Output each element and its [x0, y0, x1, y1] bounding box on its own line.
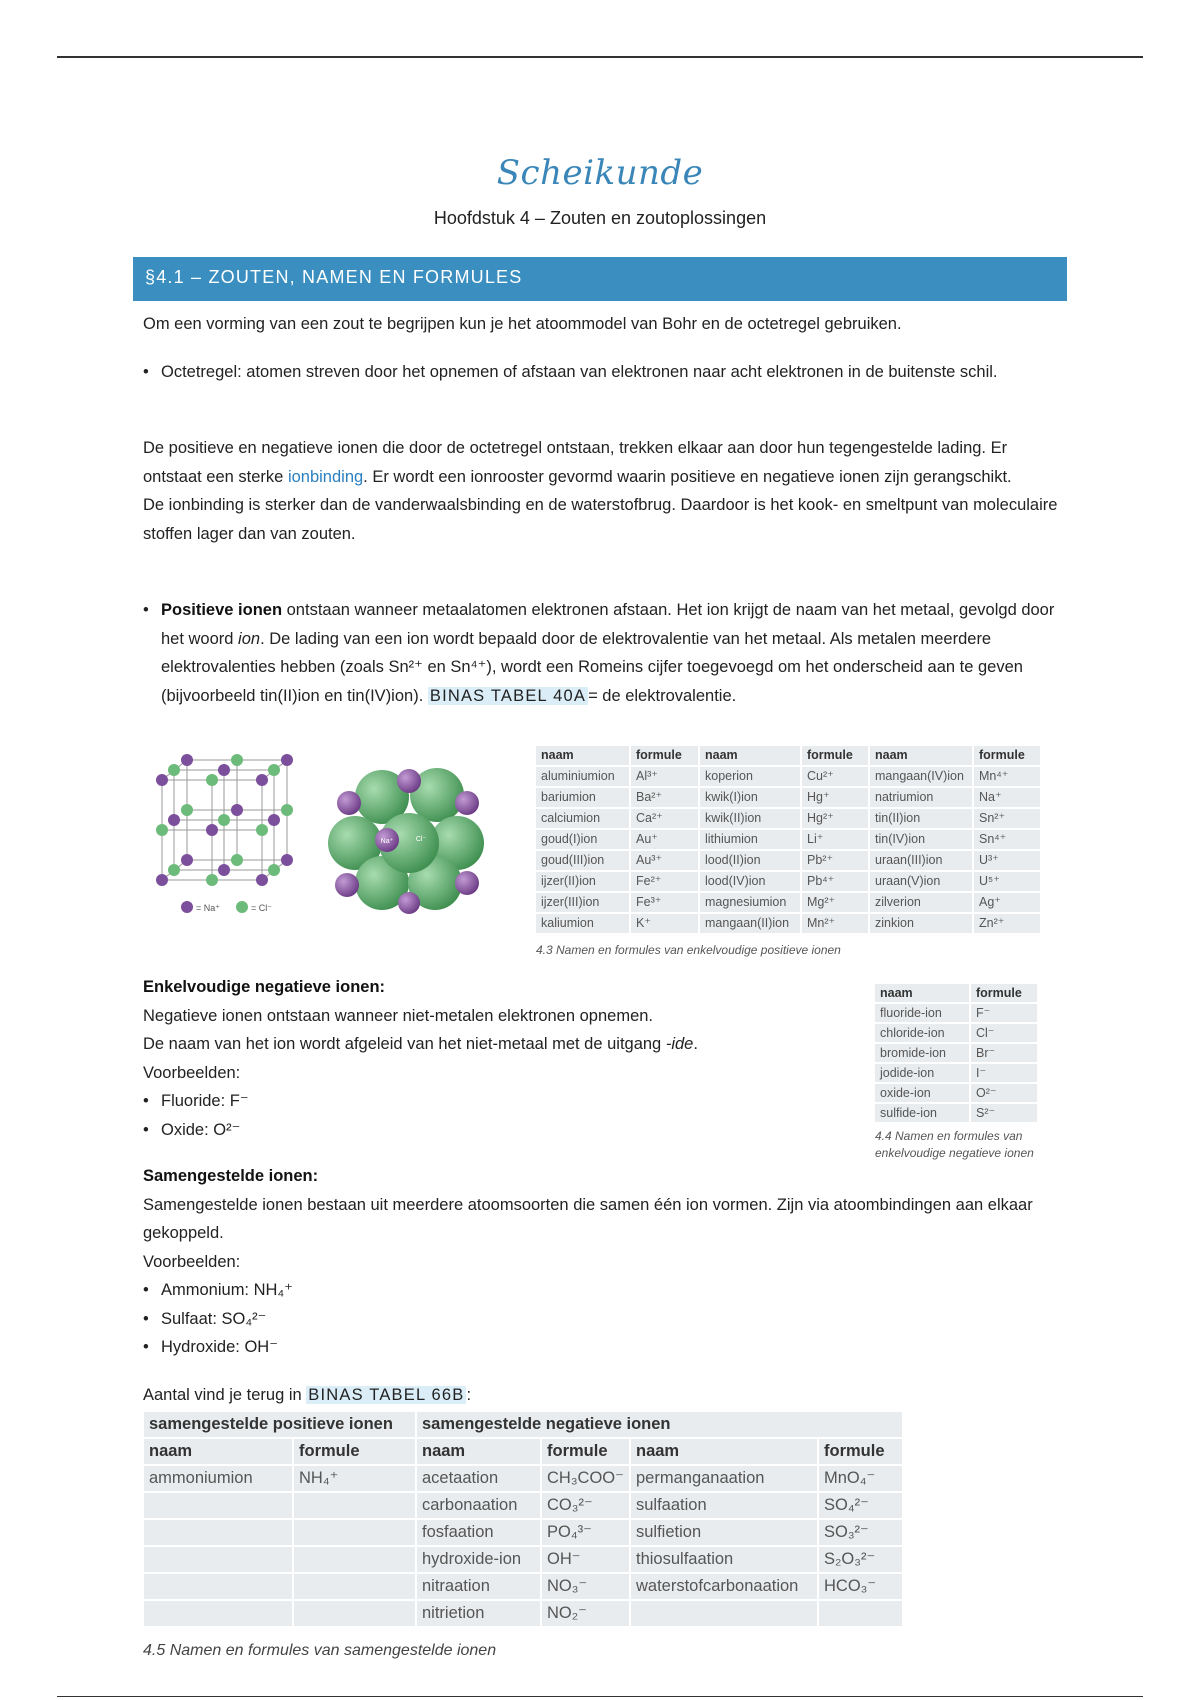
- ion-name-cell: chloride-ion: [875, 1024, 969, 1042]
- ion-name-cell: uraan(III)ion: [870, 851, 972, 870]
- negative-ions-table: [873, 982, 1039, 1124]
- ionic-line-2: De ionbinding is sterker dan de vanderwaalsbinding en de waterstofbrug. Daardoor is het kook- en smeltpunt van moleculaire stoffen lager dan van zouten.: [143, 496, 1058, 543]
- ion-name-cell: thiosulfaation: [631, 1547, 817, 1572]
- ion-formula-cell: K⁺: [631, 914, 698, 933]
- ion-name-cell: kwik(II)ion: [700, 809, 800, 828]
- ion-formula-cell: Al³⁺: [631, 767, 698, 786]
- sam-header-formule-3: formule: [819, 1439, 902, 1464]
- ion-formula-cell: Fe²⁺: [631, 872, 698, 891]
- top-rule: [57, 56, 1143, 58]
- ion-name-cell: ammoniumion: [144, 1466, 292, 1491]
- table-row: [875, 1004, 1037, 1022]
- table-row: [144, 1466, 902, 1491]
- aantal-colon: :: [466, 1386, 472, 1404]
- example-fluoride: • Fluoride: F⁻: [143, 1087, 1063, 1116]
- ion-formula-cell: Au⁺: [631, 830, 698, 849]
- group-positive: samengestelde positieve ionen: [144, 1412, 415, 1437]
- positive-ions-bold: Positieve ionen: [161, 601, 283, 619]
- ion-name-cell: oxide-ion: [875, 1084, 969, 1102]
- positive-table-caption: 4.3 Namen en formules van enkelvoudige positieve ionen: [536, 943, 841, 957]
- ionbinding-link[interactable]: ionbinding: [287, 467, 364, 486]
- table-row: [536, 830, 1040, 849]
- ion-formula-cell: Mn⁴⁺: [974, 767, 1040, 786]
- ion-name-cell: waterstofcarbonaation: [631, 1574, 817, 1599]
- ion-formula-cell: Ba²⁺: [631, 788, 698, 807]
- na-legend-label: = Na⁺: [196, 903, 221, 913]
- table-row: [144, 1493, 902, 1518]
- ion-name-cell: kwik(I)ion: [700, 788, 800, 807]
- ion-formula-cell: Hg²⁺: [802, 809, 868, 828]
- positive-part-3: = de elektrovalentie.: [588, 686, 737, 705]
- ion-formula-cell: S²⁻: [971, 1104, 1037, 1122]
- ion-formula-cell: O²⁻: [971, 1084, 1037, 1102]
- composite-examples-label: Voorbeelden:: [143, 1252, 241, 1271]
- ion-formula-cell: [294, 1547, 415, 1572]
- binas-40a-highlight: BINAS TABEL 40A: [429, 686, 587, 705]
- table-row: [536, 851, 1040, 870]
- composite-table-caption: 4.5 Namen en formules van samengestelde ionen: [143, 1642, 497, 1659]
- sphere-model-figure: [327, 765, 485, 915]
- pos-header-formule-3: formule: [974, 746, 1040, 765]
- ion-formula-cell: Mn²⁺: [802, 914, 868, 933]
- positive-italic: ion: [238, 629, 261, 648]
- ion-formula-cell: Pb²⁺: [802, 851, 868, 870]
- ion-formula-cell: Sn²⁺: [974, 809, 1040, 828]
- na-legend-dot: [181, 901, 193, 913]
- ion-formula-cell: [294, 1493, 415, 1518]
- ion-formula-cell: Li⁺: [802, 830, 868, 849]
- example-hydroxide: • Hydroxide: OH⁻: [143, 1333, 1063, 1362]
- ion-formula-cell: [294, 1601, 415, 1626]
- ion-formula-cell: Fe³⁺: [631, 893, 698, 912]
- ion-formula-cell: NO₃⁻: [542, 1574, 629, 1599]
- negative-heading: Enkelvoudige negatieve ionen:: [143, 978, 386, 996]
- ion-name-cell: mangaan(II)ion: [700, 914, 800, 933]
- ion-formula-cell: Ag⁺: [974, 893, 1040, 912]
- table-row: [144, 1547, 902, 1572]
- ion-formula-cell: OH⁻: [542, 1547, 629, 1572]
- ion-formula-cell: CH₃COO⁻: [542, 1466, 629, 1491]
- ion-name-cell: hydroxide-ion: [417, 1547, 540, 1572]
- sam-header-formule-1: formule: [294, 1439, 415, 1464]
- ion-formula-cell: F⁻: [971, 1004, 1037, 1022]
- table-row: [144, 1520, 902, 1545]
- sam-header-formule-2: formule: [542, 1439, 629, 1464]
- ion-name-cell: sulfaation: [631, 1493, 817, 1518]
- ion-formula-cell: U⁵⁺: [974, 872, 1040, 891]
- ion-name-cell: lithiumion: [700, 830, 800, 849]
- ion-formula-cell: HCO₃⁻: [819, 1574, 902, 1599]
- ion-formula-cell: PO₄³⁻: [542, 1520, 629, 1545]
- ion-name-cell: uraan(V)ion: [870, 872, 972, 891]
- page-title: Scheikunde: [496, 153, 704, 193]
- negative-line-2-before: De naam van het ion wordt afgeleid van het niet-metaal met de uitgang: [143, 1035, 666, 1053]
- pos-header-naam-1: naam: [536, 746, 629, 765]
- octet-bullet-text: • Octetregel: atomen streven door het opnemen of afstaan van elektronen naar acht elektronen in de buitenste schil.: [143, 358, 1063, 387]
- table-row: [536, 872, 1040, 891]
- ion-formula-cell: Hg⁺: [802, 788, 868, 807]
- neg-header-naam: naam: [875, 984, 969, 1002]
- ion-name-cell: fluoride-ion: [875, 1004, 969, 1022]
- ion-name-cell: goud(III)ion: [536, 851, 629, 870]
- ion-formula-cell: SO₃²⁻: [819, 1520, 902, 1545]
- ion-name-cell: ijzer(II)ion: [536, 872, 629, 891]
- ion-formula-cell: Ca²⁺: [631, 809, 698, 828]
- negative-suffix: -ide: [665, 1035, 694, 1053]
- table-row: [875, 1064, 1037, 1082]
- ion-formula-cell: Au³⁺: [631, 851, 698, 870]
- ion-name-cell: [144, 1520, 292, 1545]
- negative-line-1: Negatieve ionen ontstaan wanneer niet-metalen elektronen opnemen.: [143, 1006, 654, 1025]
- negative-table-header-row: [875, 984, 1037, 1002]
- ion-name-cell: bariumion: [536, 788, 629, 807]
- section-heading: §4.1 – ZOUTEN, NAMEN EN FORMULES: [133, 257, 1067, 301]
- ion-formula-cell: [294, 1574, 415, 1599]
- binas-66b-highlight: BINAS TABEL 66B: [308, 1386, 465, 1404]
- ion-name-cell: sulfietion: [631, 1520, 817, 1545]
- group-negative: samengestelde negatieve ionen: [417, 1412, 902, 1437]
- ion-name-cell: natriumion: [870, 788, 972, 807]
- positive-table-header-row: [536, 746, 1040, 765]
- table-row: [144, 1601, 902, 1626]
- ion-name-cell: ijzer(III)ion: [536, 893, 629, 912]
- positive-part-2: . De lading van een ion wordt bepaald door de elektrovalentie van het metaal. Als metalen meerdere elektrovalenties hebben (zoals Sn²⁺ en Sn⁴⁺), wordt een Romeins cijfer toegevoegd om het onderscheid aan te geven (bijvoorbeeld tin(II)ion en tin(IV)ion).: [161, 629, 1023, 705]
- ion-name-cell: acetaation: [417, 1466, 540, 1491]
- ion-name-cell: zinkion: [870, 914, 972, 933]
- ion-name-cell: magnesiumion: [700, 893, 800, 912]
- composite-text: Samengestelde ionen bestaan uit meerdere atoomsoorten die samen één ion vormen. Zijn via atoombindingen aan elkaar gekoppeld.: [143, 1195, 1033, 1242]
- ion-name-cell: lood(II)ion: [700, 851, 800, 870]
- sam-header-naam-2: naam: [417, 1439, 540, 1464]
- ion-formula-cell: U³⁺: [974, 851, 1040, 870]
- aantal-line: [143, 1381, 1063, 1410]
- octet-bullet: [143, 358, 1063, 387]
- ion-formula-cell: Mg²⁺: [802, 893, 868, 912]
- ion-name-cell: mangaan(IV)ion: [870, 767, 972, 786]
- ion-name-cell: nitraation: [417, 1574, 540, 1599]
- pos-header-naam-3: naam: [870, 746, 972, 765]
- example-sulfaat: • Sulfaat: SO₄²⁻: [143, 1305, 1063, 1334]
- cl-legend-dot: [236, 901, 248, 913]
- example-oxide: • Oxide: O²⁻: [143, 1116, 1063, 1145]
- positive-ions-text: [143, 596, 1063, 710]
- table-row: [536, 893, 1040, 912]
- ion-name-cell: kaliumion: [536, 914, 629, 933]
- ionic-text-before: De positieve en negatieve ionen die door de octetregel ontstaan, trekken elkaar aan door hun tegengestelde lading. Er ontstaat een sterke: [143, 439, 1008, 486]
- ion-name-cell: nitrietion: [417, 1601, 540, 1626]
- negative-table-caption: 4.4 Namen en formules van enkelvoudige negatieve ionen: [875, 1129, 1034, 1160]
- ion-formula-cell: I⁻: [971, 1064, 1037, 1082]
- ion-formula-cell: Cl⁻: [971, 1024, 1037, 1042]
- ion-name-cell: goud(I)ion: [536, 830, 629, 849]
- ion-name-cell: zilverion: [870, 893, 972, 912]
- ion-name-cell: carbonaation: [417, 1493, 540, 1518]
- ion-name-cell: fosfaation: [417, 1520, 540, 1545]
- positive-ions-bullet: [143, 596, 1063, 710]
- composite-ions-section: [143, 1162, 1063, 1362]
- pos-header-formule-2: formule: [802, 746, 868, 765]
- bottom-rule: [57, 1696, 1143, 1697]
- intro-paragraph: Om een vorming van een zout te begrijpen kun je het atoommodel van Bohr en de octetregel gebruiken.: [143, 315, 902, 333]
- table-row: [536, 809, 1040, 828]
- ion-formula-cell: Pb⁴⁺: [802, 872, 868, 891]
- ion-name-cell: permanganaation: [631, 1466, 817, 1491]
- ion-name-cell: tin(II)ion: [870, 809, 972, 828]
- ion-formula-cell: [294, 1520, 415, 1545]
- crystal-lattice-figure: [152, 750, 302, 920]
- ion-formula-cell: NO₂⁻: [542, 1601, 629, 1626]
- negative-examples-label: Voorbeelden:: [143, 1063, 241, 1082]
- ion-formula-cell: Br⁻: [971, 1044, 1037, 1062]
- sam-header-naam-3: naam: [631, 1439, 817, 1464]
- table-row: [144, 1574, 902, 1599]
- negative-line-2-after: .: [693, 1035, 698, 1053]
- ion-name-cell: [144, 1493, 292, 1518]
- pos-header-naam-2: naam: [700, 746, 800, 765]
- ion-name-cell: bromide-ion: [875, 1044, 969, 1062]
- ion-name-cell: aluminiumion: [536, 767, 629, 786]
- page-subtitle: Hoofdstuk 4 – Zouten en zoutoplossingen: [433, 208, 767, 228]
- ion-formula-cell: CO₃²⁻: [542, 1493, 629, 1518]
- sphere-cl-label: Cl⁻: [415, 836, 427, 843]
- ion-formula-cell: Na⁺: [974, 788, 1040, 807]
- ionic-text-after: . Er wordt een ionrooster gevormd waarin positieve en negatieve ionen zijn gerangschikt.: [363, 467, 1012, 486]
- ion-formula-cell: Cu²⁺: [802, 767, 868, 786]
- ion-name-cell: [631, 1601, 817, 1626]
- positive-part-1: ontstaan wanneer metaalatomen elektronen afstaan. Het ion krijgt de naam van het metaal, gevolgd door het woord: [161, 601, 1055, 648]
- example-ammonium: • Ammonium: NH₄⁺: [143, 1276, 1063, 1305]
- ion-name-cell: [144, 1547, 292, 1572]
- ion-formula-cell: Zn²⁺: [974, 914, 1040, 933]
- cl-legend-label: = Cl⁻: [251, 903, 273, 913]
- table-row: [536, 788, 1040, 807]
- table-row: [536, 767, 1040, 786]
- ion-formula-cell: Sn⁴⁺: [974, 830, 1040, 849]
- composite-ions-table: [142, 1410, 904, 1628]
- composite-group-row: [144, 1412, 902, 1437]
- table-row: [875, 1084, 1037, 1102]
- ion-name-cell: koperion: [700, 767, 800, 786]
- ion-name-cell: [144, 1601, 292, 1626]
- ion-name-cell: lood(IV)ion: [700, 872, 800, 891]
- composite-header-row: [144, 1439, 902, 1464]
- ion-name-cell: calciumion: [536, 809, 629, 828]
- aantal-text: Aantal vind je terug in: [143, 1386, 307, 1404]
- neg-header-formule: formule: [971, 984, 1037, 1002]
- positive-ions-table: [534, 744, 1042, 935]
- table-row: [875, 1044, 1037, 1062]
- ion-formula-cell: S₂O₃²⁻: [819, 1547, 902, 1572]
- ion-formula-cell: SO₄²⁻: [819, 1493, 902, 1518]
- sam-header-naam-1: naam: [144, 1439, 292, 1464]
- ion-name-cell: sulfide-ion: [875, 1104, 969, 1122]
- table-row: [536, 914, 1040, 933]
- ionic-paragraph: [143, 434, 1063, 548]
- ion-name-cell: tin(IV)ion: [870, 830, 972, 849]
- ion-formula-cell: MnO₄⁻: [819, 1466, 902, 1491]
- ion-name-cell: [144, 1574, 292, 1599]
- composite-heading: Samengestelde ionen:: [143, 1167, 319, 1185]
- ionic-line-1: [143, 434, 1063, 491]
- sphere-na-label: Na⁺: [380, 838, 394, 845]
- ion-formula-cell: NH₄⁺: [294, 1466, 415, 1491]
- table-row: [875, 1104, 1037, 1122]
- ion-name-cell: jodide-ion: [875, 1064, 969, 1082]
- ion-formula-cell: [819, 1601, 902, 1626]
- table-row: [875, 1024, 1037, 1042]
- pos-header-formule-1: formule: [631, 746, 698, 765]
